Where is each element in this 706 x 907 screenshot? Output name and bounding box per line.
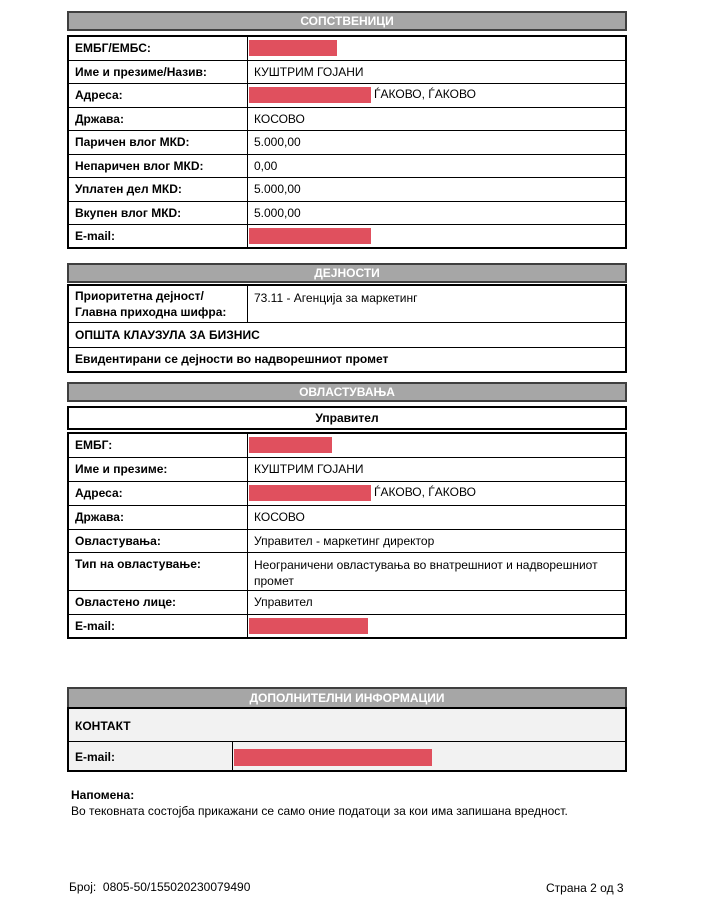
row-value [248,83,627,107]
redaction-bar [234,749,432,766]
table-row [68,529,626,552]
address-city: ЃАКОВО, ЃАКОВО [374,87,476,102]
general-clause: ОПШТА КЛАУЗУЛА ЗА БИЗНИС [68,323,626,348]
row-label: Уплатен дел МКD: [68,177,248,201]
row-value [248,614,627,638]
table-row [68,107,626,130]
page-indicator: Страна 2 од 3 [546,881,624,895]
row-value: КУШТРИМ ГОЈАНИ [248,60,627,83]
table-row [68,457,626,481]
owners-table [67,35,627,249]
table-row [68,590,626,614]
row-label: Држава: [68,505,248,529]
redaction-bar [249,437,332,453]
row-value: КОСОВО [248,107,627,130]
row-value: 73.11 - Агенција за маркетинг [248,285,627,323]
row-value: 0,00 [248,154,627,177]
row-value: 5.000,00 [248,201,627,224]
row-label: ЕМБГ/ЕМБС: [68,36,248,60]
owners-header: СОПСТВЕНИЦИ [67,11,627,31]
row-label: E-mail: [68,614,248,638]
note-title: Напомена: [71,788,135,802]
row-label: Непаричен влог МКD: [68,154,248,177]
authorizations-header: ОВЛАСТУВАЊА [67,382,627,402]
row-value [248,481,627,505]
row-value [248,433,627,457]
row-value: КУШТРИМ ГОЈАНИ [248,457,627,481]
row-label: Овластено лице: [68,590,248,614]
contact-box [67,707,627,772]
row-label: E-mail: [68,224,248,248]
table-row [68,552,626,590]
row-value: Управител [248,590,627,614]
table-row [68,348,626,372]
table-row [68,614,626,638]
table-row [68,201,626,224]
redaction-bar [249,87,371,103]
row-label: Име и презиме: [68,457,248,481]
table-row [68,36,626,60]
table-row [68,130,626,154]
table-row [68,177,626,201]
authorizations-table [67,432,627,639]
label-divider [232,741,233,770]
row-value [248,36,627,60]
foreign-trade-note: Евидентирани се дејности во надворешниот промет [68,348,626,372]
row-value: Управител - маркетинг директор [248,529,627,552]
activities-table [67,284,627,373]
table-row [68,154,626,177]
row-label: Адреса: [68,481,248,505]
row-label: Име и презиме/Назив: [68,60,248,83]
row-label: Вкупен влог МКD: [68,201,248,224]
row-value: КОСОВО [248,505,627,529]
document-number: Број: 0805-50/155020230079490 [69,880,251,894]
row-value: 5.000,00 [248,177,627,201]
address-city: ЃАКОВО, ЃАКОВО [374,485,476,500]
redaction-bar [249,618,368,634]
row-label: Тип на овластување: [68,552,248,590]
table-row [68,481,626,505]
redaction-bar [249,228,371,244]
row-value [248,224,627,248]
manager-subheader: Управител [67,406,627,430]
row-label: ЕМБГ: [68,433,248,457]
table-row [68,60,626,83]
contact-email-label: E-mail: [75,750,116,764]
table-row [68,323,626,348]
table-row [68,83,626,107]
row-value: Неограничени овластувања во внатрешниот и надворешниот промет [248,552,627,590]
row-value: 5.000,00 [248,130,627,154]
additional-header: ДОПОЛНИТЕЛНИ ИНФОРМАЦИИ [67,687,627,709]
table-row [68,285,626,323]
row-label: Адреса: [68,83,248,107]
redaction-bar [249,40,337,56]
row-label: Овластувања: [68,529,248,552]
note-text: Во тековната состојба прикажани се само оние податоци за кои има запишана вредност. [71,804,568,818]
row-label: Држава: [68,107,248,130]
table-row [68,433,626,457]
activities-header: ДЕЈНОСТИ [67,263,627,283]
contact-divider [69,741,625,742]
table-row [68,505,626,529]
redaction-bar [249,485,371,501]
contact-title: КОНТАКТ [75,719,131,733]
row-label: Приоритетна дејност/ Главна приходна шифра: [68,285,248,323]
table-row [68,224,626,248]
row-label: Паричен влог МКD: [68,130,248,154]
